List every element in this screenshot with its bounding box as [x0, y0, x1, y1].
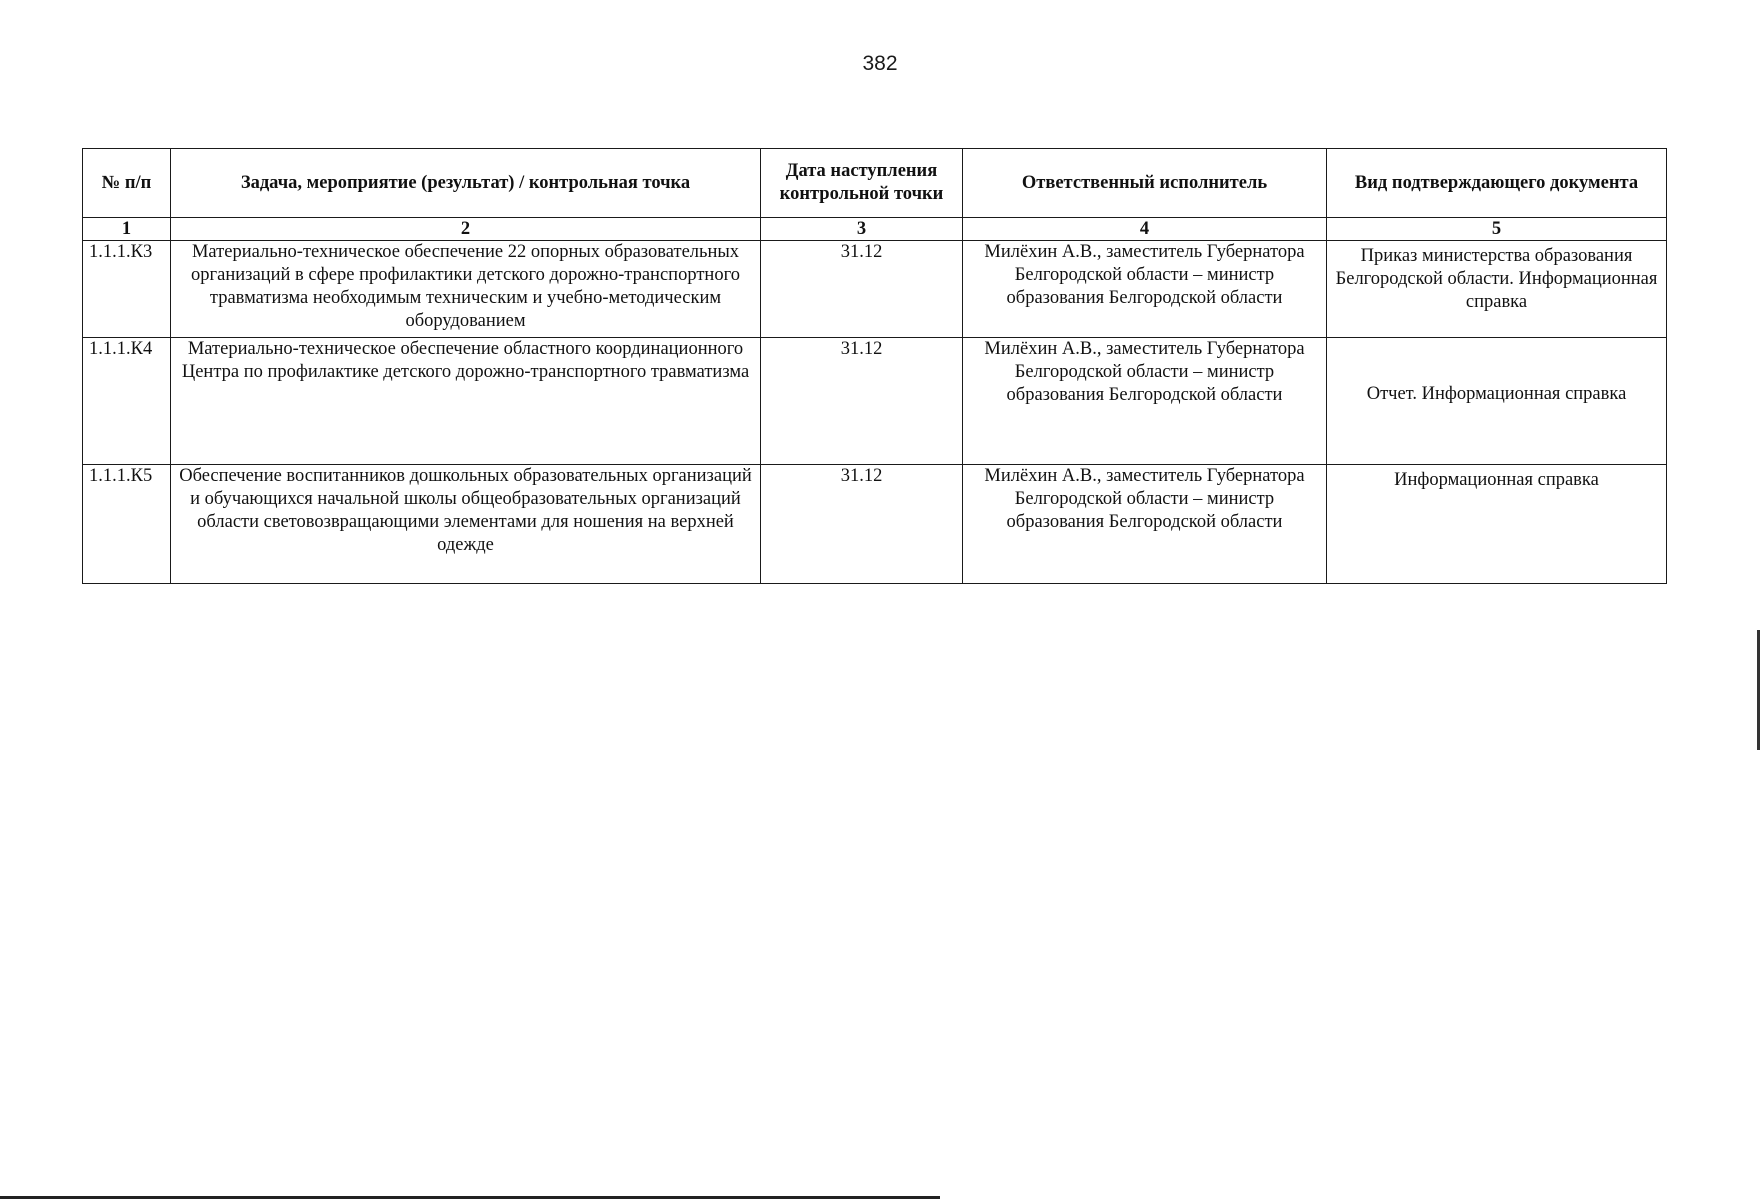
control-points-table	[82, 148, 1667, 584]
column-number: 2	[171, 218, 761, 241]
row-code: 1.1.1.К5	[83, 465, 171, 584]
row-responsible: Милёхин А.В., заместитель Губернатора Белгородской области – министр образования Белгородской области	[963, 465, 1327, 584]
row-responsible: Милёхин А.В., заместитель Губернатора Белгородской области – министр образования Белгородской области	[963, 338, 1327, 465]
row-code: 1.1.1.К3	[83, 241, 171, 338]
table-row	[83, 241, 1667, 338]
row-document: Приказ министерства образования Белгородской области. Информационная справка	[1327, 241, 1667, 338]
row-task: Материально-техническое обеспечение областного координационного Центра по профилактике детского дорожно-транспортного травматизма	[171, 338, 761, 465]
column-number-row	[83, 218, 1667, 241]
row-task: Обеспечение воспитанников дошкольных образовательных организаций и обучающихся начальной школы общеобразовательных организаций области световозвращающими элементами для ношения на верхней одежде	[171, 465, 761, 584]
row-date: 31.12	[761, 465, 963, 584]
header-task: Задача, мероприятие (результат) / контрольная точка	[171, 149, 761, 218]
table-row	[83, 338, 1667, 465]
header-date: Дата наступления контрольной точки	[761, 149, 963, 218]
table-header-row	[83, 149, 1667, 218]
row-date: 31.12	[761, 338, 963, 465]
row-date: 31.12	[761, 241, 963, 338]
row-code: 1.1.1.К4	[83, 338, 171, 465]
page-bottom-rule	[0, 1196, 940, 1199]
table-row	[83, 465, 1667, 584]
row-responsible: Милёхин А.В., заместитель Губернатора Белгородской области – министр образования Белгородской области	[963, 241, 1327, 338]
column-number: 1	[83, 218, 171, 241]
row-document: Информационная справка	[1327, 465, 1667, 584]
column-number: 5	[1327, 218, 1667, 241]
header-responsible: Ответственный исполнитель	[963, 149, 1327, 218]
page-number: 382	[862, 52, 898, 75]
row-document: Отчет. Информационная справка	[1327, 338, 1667, 465]
column-number: 3	[761, 218, 963, 241]
column-number: 4	[963, 218, 1327, 241]
header-number: № п/п	[83, 149, 171, 218]
row-task: Материально-техническое обеспечение 22 опорных образовательных организаций в сфере профилактики детского дорожно-транспортного травматизма необходимым техническим и учебно-методическим оборудованием	[171, 241, 761, 338]
header-document: Вид подтверждающего документа	[1327, 149, 1667, 218]
